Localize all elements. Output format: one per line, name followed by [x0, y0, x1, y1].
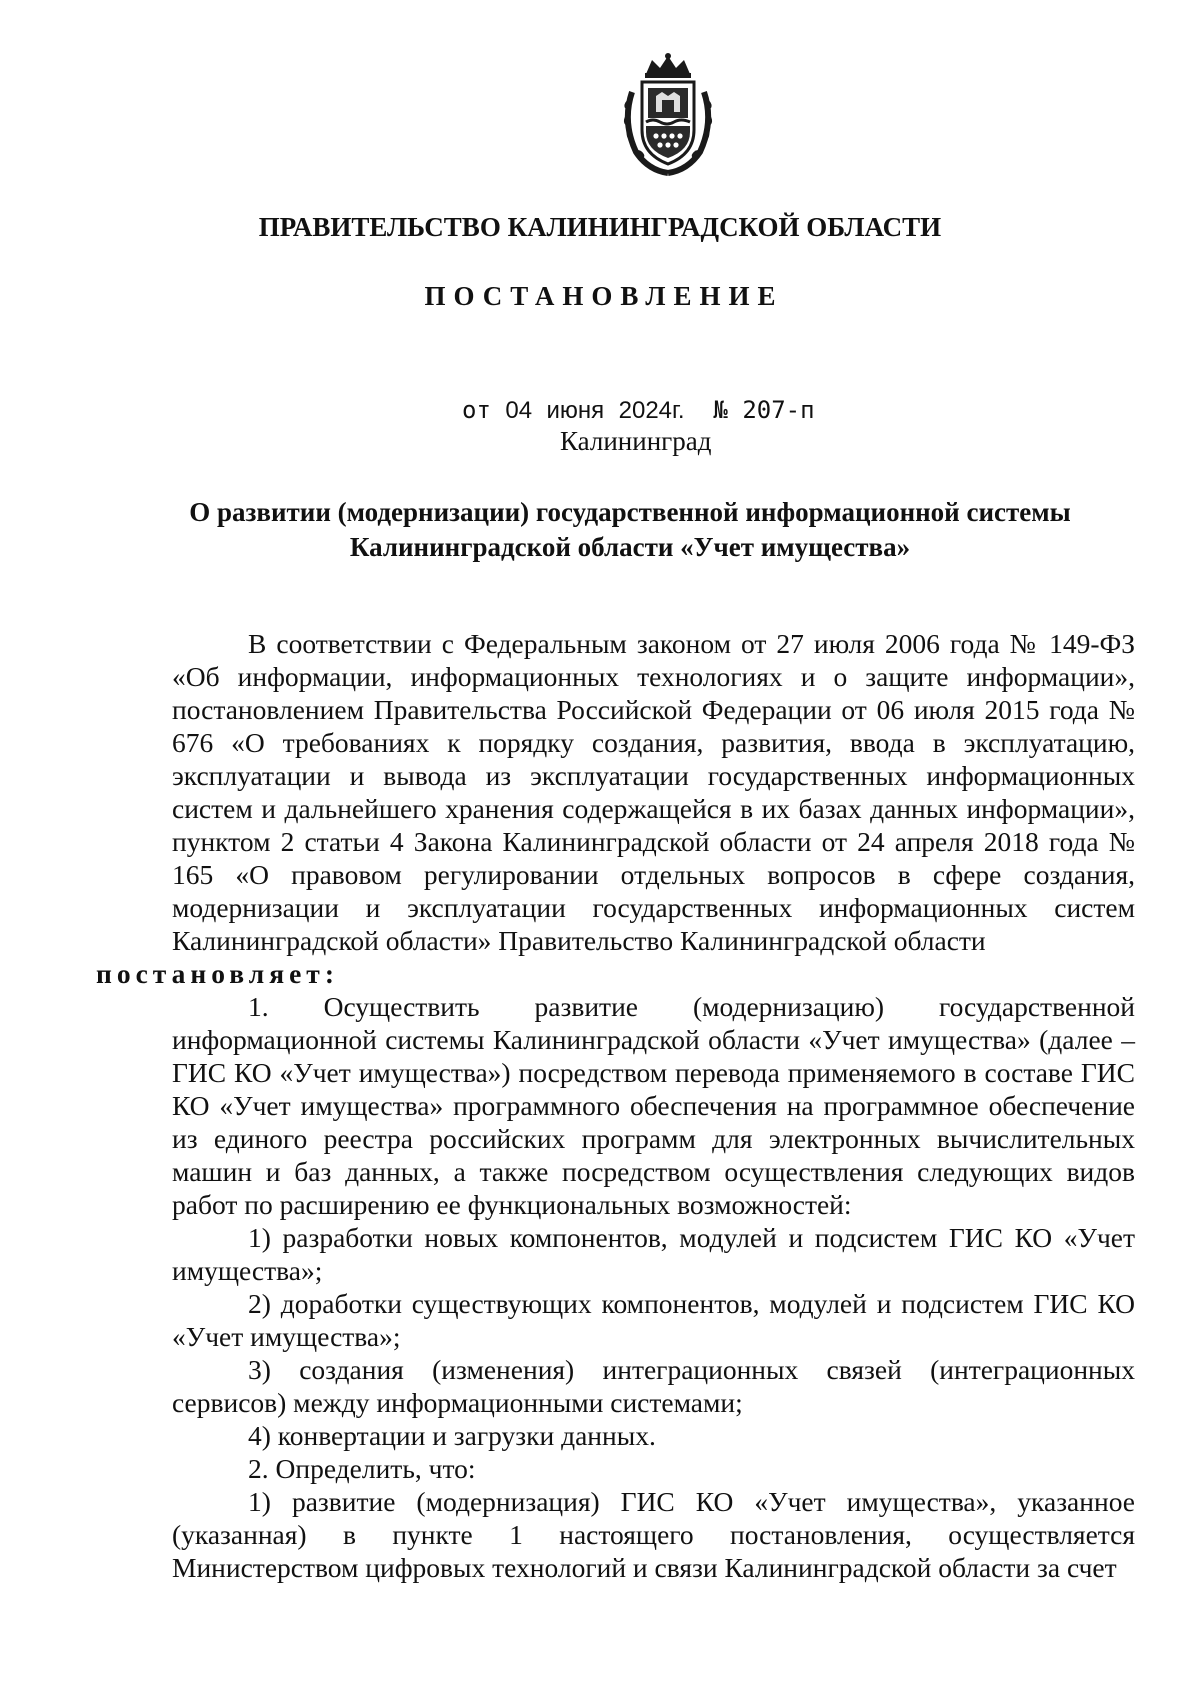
document-heading	[130, 495, 1130, 565]
date-year-suffix: г.	[672, 397, 685, 424]
document-body	[96, 627, 1135, 1584]
date-day: 04	[505, 397, 533, 424]
item-1-3: 3) создания (изменения) интеграционных связей (интеграционных сервисов) между информационными системами;	[172, 1354, 1135, 1418]
government-title: ПРАВИТЕЛЬСТВО КАЛИНИНГРАДСКОЙ ОБЛАСТИ	[258, 212, 942, 242]
preamble-text: В соответствии с Федеральным законом от 27 июля 2006 года № 149-ФЗ «Об информации, информационных технологиях и о защите информации», постановлением Правительства Российской Федерации от 06 июля 2015 года № 676 «О требованиях к порядку создания, развития, ввода в эксплуатацию, эксплуатации и вывода из эксплуатации государственных информационных систем и дальнейшего хранения содержащейся в их базах данных информации», пунктом 2 статьи 4 Закона Калининградской области от 24 апреля 2018 года № 165 «О правовом регулировании отдельных вопросов в сфере создания, модернизации и эксплуатации государственных информационных систем Калининградской области» Правительство Калининградской области	[172, 628, 1135, 956]
document-date-number	[462, 396, 815, 425]
document-city: Калининград	[560, 426, 712, 456]
heading-line-2: Калининградской области «Учет имущества»	[349, 532, 911, 562]
number-prefix: №	[713, 396, 728, 424]
preamble-paragraph	[96, 627, 1135, 990]
item-1-2: 2) доработки существующих компонентов, модулей и подсистем ГИС КО «Учет имущества»;	[172, 1288, 1135, 1352]
item-1-1: 1) разработки новых компонентов, модулей и подсистем ГИС КО «Учет имущества»;	[172, 1222, 1135, 1286]
item-2: 2. Определить, что:	[248, 1453, 476, 1484]
heading-line-1: О развитии (модернизации) государственной информационной системы	[189, 497, 1071, 527]
date-prefix: от	[462, 396, 491, 424]
date-month: июня	[546, 397, 605, 424]
item-2-1: 1) развитие (модернизация) ГИС КО «Учет имущества», указанное (указанная) в пункте 1 настоящего постановления, осуществляется Министерством цифровых технологий и связи Калининградской области за счет	[172, 1486, 1135, 1583]
coat-of-arms-icon	[618, 52, 718, 176]
item-1-4: 4) конвертации и загрузки данных.	[248, 1420, 656, 1451]
document-type: ПОСТАНОВЛЕНИЕ	[424, 281, 784, 311]
decree-word: постановляет:	[96, 958, 339, 989]
document-number: 207-п	[742, 396, 815, 424]
date-year: 2024	[618, 397, 673, 424]
item-1: 1. Осуществить развитие (модернизацию) государственной информационной системы Калининградской области «Учет имущества» (далее – ГИС КО «Учет имущества») посредством перевода применяемого в составе ГИС КО «Учет имущества» программного обеспечения на программное обеспечение из единого реестра российских программ для электронных вычислительных машин и баз данных, а также посредством осуществления следующих видов работ по расширению ее функциональных возможностей:	[172, 991, 1135, 1220]
